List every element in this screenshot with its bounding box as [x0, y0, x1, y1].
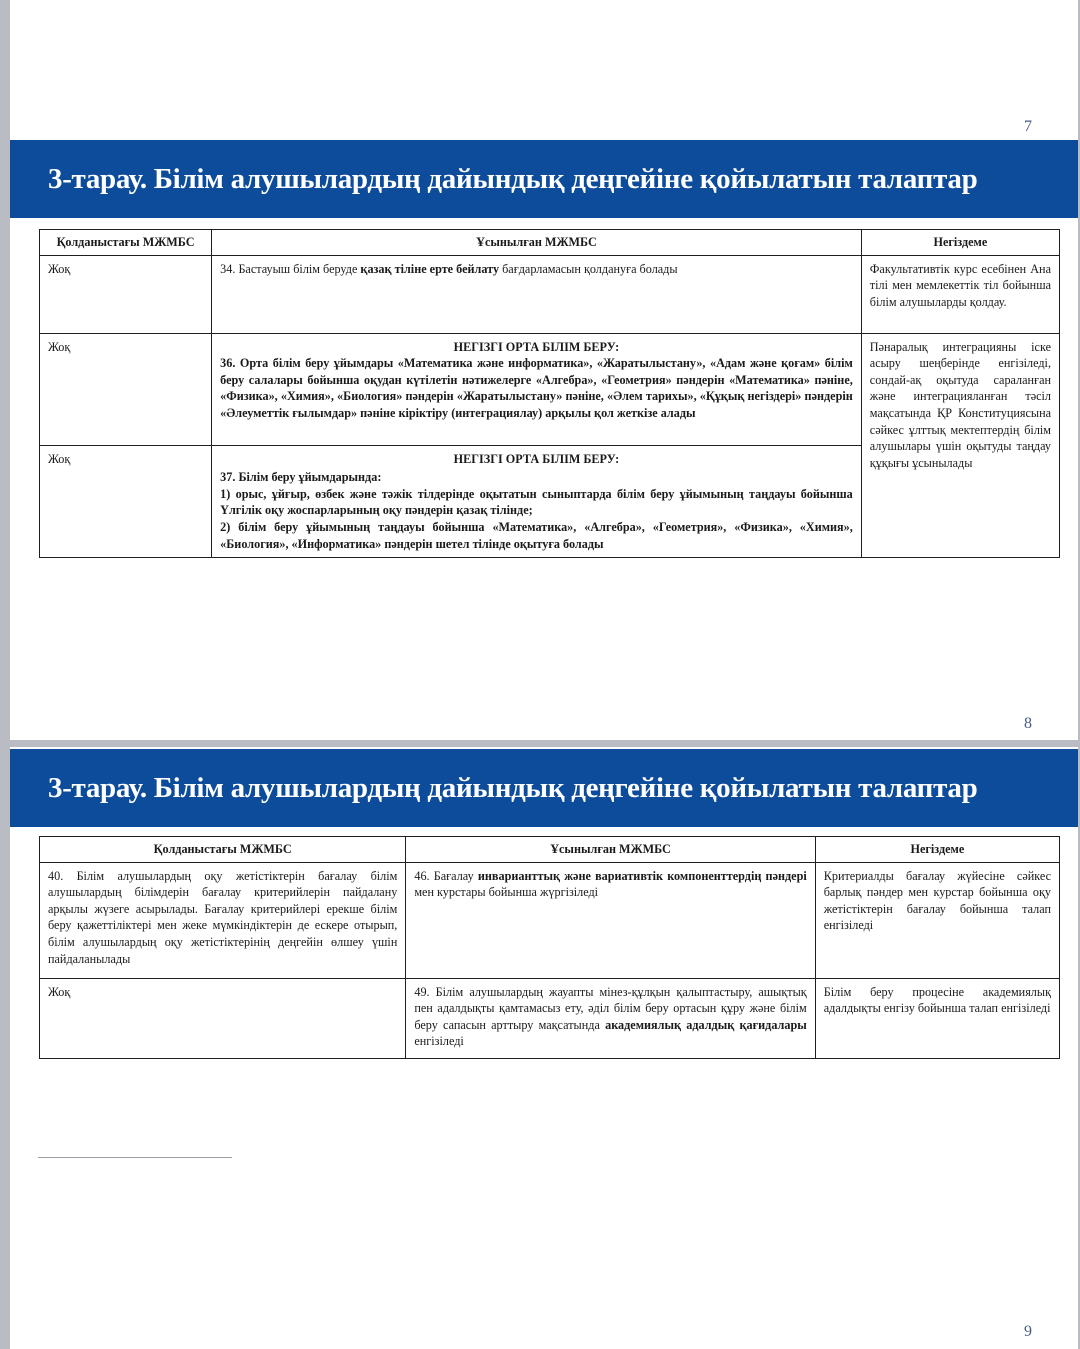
table-row	[40, 255, 1060, 333]
comparison-table	[39, 229, 1060, 558]
page-number: 7	[1024, 118, 1032, 135]
header-current: Қолданыстағы МЖМБС	[40, 230, 212, 256]
text-bold: қазақ тіліне ерте бейлату	[360, 261, 500, 276]
text-bold: академиялық адалдық қағидалары	[605, 1017, 807, 1032]
header-basis: Негіздеме	[861, 230, 1059, 256]
text-plain: 49. Білім алушылардың жауапты мінез-құлқын қалыптастыру, ашықтық пен адалдықты қамтамасыз ету, әділ білім беру ортасын құру және білім беру сапасын арттыру мақсатында	[414, 984, 807, 1032]
cell-current: Жоқ	[40, 255, 212, 333]
page-8	[10, 715, 1078, 1349]
cell-current: Жоқ	[40, 978, 406, 1058]
text-bold: инварианттық және вариативтік компоненттердің пәндері	[477, 868, 807, 883]
cell-current: 40. Білім алушылардың оқу жетістіктерін бағалау білім алушылардың білімдерін бағалау критерийлерін пайдалану арқылы жүзеге асырылады. Бағалау критерийлері ерекше білім беру қажеттіліктері мен жеке мүмкіндіктерін де ескере отырып, білім алушылардың оқу жетістіктерінің деңгейін өлшеу үшін пайдаланылады	[40, 862, 406, 978]
cell-basis: Критериалды бағалау жүйесіне сәйкес барлық пәндер мен курстар бойынша оқу жетістіктерін бағалау бойынша талап енгізіледі	[815, 862, 1059, 978]
chapter-title: 3-тарау. Білім алушылардың дайындық деңгейіне қойылатын талаптар	[48, 162, 978, 195]
cell-text: 36. Орта білім беру ұйымдары «Математика және информатика», «Жаратылыстану», «Адам және қоғам» білім беру салалары бойынша оқудан күтілетін нәтижелерге «Алгебра», «Геометрия» пәндерін «Математика» пәніне, «Физика», «Химия», «Биология» пәндерін «Жаратылыстану» пәніне, «Әлем тарихы», «Құқық негіздері» пәндерін «Әлеуметтік ғылымдар» пәніне кіріктіру (интеграциялау) арқылы қол жеткізе алады	[220, 356, 853, 420]
table-row	[40, 862, 1060, 978]
text-plain: 34. Бастауыш білім беруде	[220, 261, 361, 276]
cell-proposed	[406, 978, 815, 1058]
header-proposed: Ұсынылған МЖМБС	[212, 230, 862, 256]
text-plain: енгізіледі	[414, 1034, 464, 1049]
cell-proposed	[406, 862, 815, 978]
text-plain: 46. Бағалау	[414, 868, 478, 883]
table-row	[40, 978, 1060, 1058]
table-row	[40, 333, 1060, 445]
cell-text-3: 2) білім беру ұйымының таңдауы бойынша «Математика», «Алгебра», «Геометрия», «Физика», «Химия», «Биология», «Информатика» пәндерін шетел тілінде оқытуға болады	[220, 519, 853, 551]
cell-basis: Факультативтік курс есебінен Ана тілі мен мемлекеттік тіл бойынша білім алушыларды қолдау.	[861, 255, 1059, 333]
chapter-banner	[10, 140, 1078, 218]
header-proposed: Ұсынылған МЖМБС	[406, 837, 815, 863]
text-plain: бағдарламасын қолдануға болады	[499, 261, 678, 276]
section-heading: НЕГІЗГІ ОРТА БІЛІМ БЕРУ:	[453, 339, 620, 354]
cell-text-2: 1) орыс, ұйғыр, өзбек және тәжік тілдерінде оқытатын сыныптарда білім беру ұйымының таңдауы бойынша Үлгілік оқу жоспарларының оқу пәндерін қазақ тілінде;	[220, 486, 853, 518]
cell-text-1: 37. Білім беру ұйымдарында:	[220, 470, 382, 485]
page-7	[10, 0, 1078, 740]
cell-current: Жоқ	[40, 333, 212, 445]
section-heading: НЕГІЗГІ ОРТА БІЛІМ БЕРУ:	[453, 451, 620, 466]
footer-page-number: 9	[1024, 1323, 1032, 1340]
cell-proposed	[212, 333, 862, 445]
footnote-rule	[38, 1157, 232, 1158]
table-header-row	[40, 230, 1060, 256]
cell-basis: Білім беру процесіне академиялық адалдықты енгізу бойынша талап енгізіледі	[815, 978, 1059, 1058]
cell-current: Жоқ	[40, 445, 212, 558]
page-number: 8	[1024, 715, 1032, 732]
text-plain: мен курстары бойынша жүргізіледі	[414, 885, 599, 900]
chapter-banner	[10, 749, 1078, 827]
table-header-row	[40, 837, 1060, 863]
cell-proposed	[212, 445, 862, 558]
header-current: Қолданыстағы МЖМБС	[40, 837, 406, 863]
chapter-title: 3-тарау. Білім алушылардың дайындық деңгейіне қойылатын талаптар	[48, 771, 978, 804]
header-basis: Негіздеме	[815, 837, 1059, 863]
cell-basis-shared: Пәнаралық интеграцияны іске асыру шеңберінде енгізіледі, сондай-ақ оқытуда сараланған және интеграцияланған тәсіл мақсатында ҚР Конституциясына сәйкес ұлттық мектептердің білім алушылары үшін оқытуды таңдау құқығы ұсынылады	[861, 333, 1059, 558]
comparison-table	[39, 836, 1060, 1059]
cell-proposed	[212, 255, 862, 333]
